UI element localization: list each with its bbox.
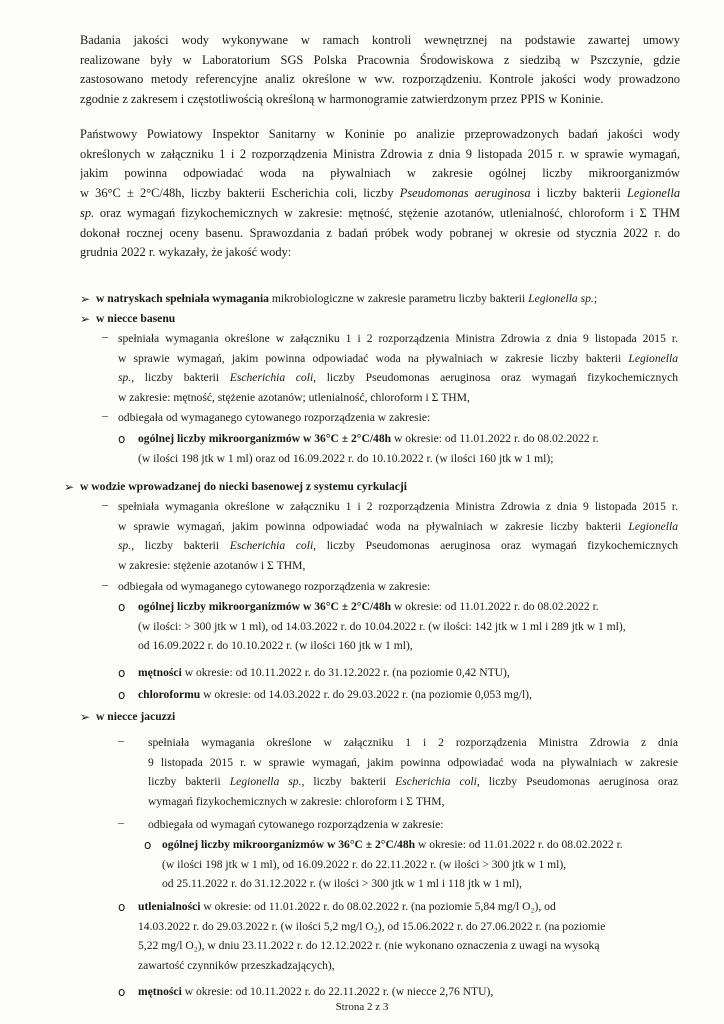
pool-deviation-microorganisms — [138, 429, 678, 468]
italic-term: sp. — [80, 205, 95, 220]
text-line: dokonał rocznej oceny basenu. Sprawozdania z badań próbek wody pobranej w okresie od stycznia 2022 r. do — [80, 225, 680, 240]
italic-term: Legionella — [628, 519, 678, 533]
paragraph-lab — [80, 31, 680, 110]
pool-deviations — [118, 408, 678, 428]
text-line: Badania jakości wody wykonywane w ramach kontroli wewnętrznej na podstawie zawartej umowy — [80, 33, 680, 47]
text-line: zgodnie z zakresem i częstotliwością określoną w harmonogramie zatwierdzonym przez PPIS w Koninie. — [80, 92, 604, 107]
text-segment: w okresie: od 14.03.2022 r. do 29.03.2022 r. (na poziomie 0,053 mg/l), — [200, 688, 532, 701]
text-line: wymagań fizykochemicznych w zakresie: chloroform i Σ THM, — [148, 795, 445, 809]
italic-term: Escherichia coli, — [395, 775, 480, 789]
text-line: w zakresie: mętność, stężenie azotanów; utlenialność, chloroform i Σ THM, — [118, 391, 470, 405]
italic-term: Pseudomonas aeruginosa — [399, 186, 531, 201]
text-segment: oraz wymagań fizykochemicznych w zakresie: mętność, stężenie azotanów, utlenialność, chloroform i Σ THM — [94, 205, 680, 220]
text-segment: w 36°C ± 2°C/48h, liczby bakterii Escherichia coli, liczby — [80, 186, 400, 201]
text-line — [138, 982, 678, 1002]
text-line — [138, 597, 682, 617]
section-heading: w niecce basenu — [96, 312, 176, 325]
text-segment: w okresie: od 10.11.2022 r. do 31.12.2022 r. (na poziomie 0,42 NTU), — [181, 666, 510, 679]
section-heading: w wodzie wprowadzanej do niecki basenowej z systemu cyrkulacji — [80, 480, 407, 493]
text-line: 9 listopada 2015 r. w sprawie wymagań, jakim powinna odpowiadać woda na pływalniach w zakresie — [148, 755, 678, 769]
text-segment: w okresie: od 11.01.2022 r. do 08.02.2022 r. — [391, 600, 599, 613]
text-line — [118, 517, 678, 537]
parameter-name: mętności — [138, 666, 182, 679]
text-line — [96, 707, 686, 727]
italic-term: Escherichia coli, — [229, 371, 317, 385]
text-line — [80, 477, 680, 497]
text-segment: w sprawie wymagań, jakim powinna odpowiadać woda na pływalniach w zakresie liczby bakterii — [118, 519, 629, 533]
paragraph-assessment — [80, 125, 680, 263]
jacuzzi-deviation-turbidity — [138, 982, 678, 1002]
text-line — [138, 429, 678, 449]
section-circulation — [80, 477, 680, 497]
text-line — [118, 368, 678, 388]
pool-compliant — [118, 329, 678, 408]
circulation-deviations — [118, 577, 678, 597]
text-segment: w okresie: od 11.01.2022 r. do 08.02.2022 r. — [391, 432, 599, 445]
text-segment: i liczby bakterii — [530, 186, 628, 201]
italic-term: Legionella sp., — [229, 775, 305, 789]
parameter-name: chloroformu — [138, 688, 201, 701]
circle-bullet: o — [118, 432, 126, 446]
dash-bullet: – — [102, 577, 108, 591]
text-segment: w sprawie wymagań, jakim powinna odpowiadać woda na pływalniach w zakresie liczby bakterii — [118, 351, 629, 365]
circulation-compliant — [118, 497, 678, 576]
parameter-name: utlenialności — [138, 900, 201, 913]
section-heading: w niecce jacuzzi — [96, 710, 176, 723]
section-pool — [96, 309, 686, 329]
circle-bullet: o — [118, 666, 126, 680]
jacuzzi-deviation-oxidizability — [138, 897, 666, 976]
section-showers — [96, 289, 686, 309]
circulation-deviation-turbidity — [138, 663, 678, 683]
text-line — [138, 663, 678, 683]
circle-bullet: o — [118, 985, 126, 999]
italic-term: Escherichia coli, — [229, 539, 317, 553]
text-segment: w okresie: od 10.11.2022 r. do 22.11.2022 r. (w niecce 2,76 NTU), — [181, 985, 494, 998]
page-number: Strona 2 z 3 — [335, 1001, 389, 1013]
dash-bullet: – — [118, 815, 124, 829]
text-segment: w okresie: od 11.01.2022 r. do 08.02.2022 r. (na poziomie 5,84 mg/l O₂), od — [200, 900, 556, 913]
circulation-deviation-chloroform — [138, 685, 678, 705]
text-segment: liczby Pseudomonas aeruginosa oraz wymagań fizykochemicznych — [316, 371, 678, 385]
parameter-name: ogólnej liczby mikroorganizmów w 36°C ± 2°C/48h — [162, 838, 416, 851]
jacuzzi-compliant — [148, 733, 678, 812]
text-line: jakim powinna odpowiadać woda na pływalniach w zakresie ogólnej liczby mikroorganizmów — [80, 166, 680, 181]
text-line: spełniała wymagania określone w załączniku 1 i 2 rozporządzenia Ministra Zdrowia z dnia 9 listopada 2015 r. — [118, 332, 678, 345]
text-line: od 25.11.2022 r. do 31.12.2022 r. (w ilości > 300 jtk w 1 ml i 118 jtk w 1 ml), — [162, 877, 522, 891]
text-segment: mikrobiologiczne w zakresie parametru liczby bakterii — [268, 292, 529, 305]
arrow-bullet-icon: ➢ — [80, 710, 91, 724]
text-segment: liczby Pseudomonas aeruginosa oraz — [479, 775, 678, 789]
text-line — [118, 349, 678, 369]
text-line: spełniała wymagania określone w załączniku 1 i 2 rozporządzenia Ministra Zdrowia z dnia 9 listopada 2015 r. — [118, 500, 678, 513]
section-heading: w natryskach spełniała wymagania — [96, 292, 269, 305]
text-line: (w ilości: > 300 jtk w 1 ml), od 14.03.2022 r. do 10.04.2022 r. (w ilości: 142 jtk w 1 ml i 289 jtk w 1 ml), — [138, 619, 626, 633]
italic-term: sp., — [118, 371, 135, 385]
text-line: 5,22 mg/l O₂), w dniu 23.11.2022 r. do 12.12.2022 r. (nie wykonano oznaczenia z uwagi na wysoką — [138, 939, 600, 953]
text-line — [138, 685, 678, 705]
circulation-deviation-microorganisms — [138, 597, 682, 656]
text-line: Państwowy Powiatowy Inspektor Sanitarny w Koninie po analizie przeprowadzonych badań jakości wody — [80, 127, 680, 141]
text-line: 14.03.2022 r. do 29.03.2022 r. (w ilości 5,2 mg/l O₂), od 15.06.2022 r. do 27.06.2022 r. (na poziomie — [138, 919, 606, 933]
text-line — [80, 184, 680, 204]
text-line: (w ilości 198 jtk w 1 ml), od 16.09.2022 r. do 22.11.2022 r. (w ilości > 300 jtk w 1 ml), — [162, 857, 567, 871]
text-line — [162, 835, 666, 855]
text-line — [148, 772, 678, 792]
circle-bullet: o — [144, 838, 152, 852]
text-segment: liczby bakterii — [304, 775, 396, 789]
text-line: zawartość czynników przeszkadzających), — [138, 959, 335, 973]
arrow-bullet-icon: ➢ — [80, 312, 91, 326]
parameter-name: ogólnej liczby mikroorganizmów w 36°C ± 2°C/48h — [138, 432, 392, 445]
text-line: odbiegała od wymagań cytowanego rozporządzenia w zakresie: — [148, 818, 444, 831]
dash-bullet: – — [102, 497, 108, 511]
jacuzzi-deviations — [148, 815, 678, 835]
text-line: odbiegała od wymaganego cytowanego rozporządzenia w zakresie: — [118, 580, 431, 593]
italic-term: Legionella — [628, 351, 678, 365]
text-line — [96, 289, 686, 309]
italic-term: Legionella sp. — [528, 292, 594, 305]
text-line — [80, 204, 680, 224]
text-line: zastosowano metody referencyjne analiz określone w ww. rozporządzeniu. Kontrole jakości wody prowadzono — [80, 72, 680, 87]
section-jacuzzi — [96, 707, 686, 727]
text-line — [138, 897, 666, 917]
parameter-name: ogólnej liczby mikroorganizmów w 36°C ± 2°C/48h — [138, 600, 392, 613]
text-line: realizowane były w Laboratorium SGS Polska Pracownia Środowiskowa z siedzibą w Pszczynie, gdzie — [80, 52, 680, 67]
text-segment: liczby bakterii — [134, 371, 230, 385]
text-segment: liczby bakterii — [148, 775, 230, 789]
text-line — [96, 309, 686, 329]
text-segment: liczby Pseudomonas aeruginosa oraz wymagań fizykochemicznych — [316, 539, 678, 553]
text-segment: w okresie: od 11.01.2022 r. do 08.02.2022 r. — [415, 838, 623, 851]
dash-bullet: – — [102, 408, 108, 422]
text-line: odbiegała od wymaganego cytowanego rozporządzenia w zakresie: — [118, 411, 431, 424]
text-line: określonych w załączniku 1 i 2 rozporządzenia Ministra Zdrowia z dnia 9 listopada 2015 r. w sprawie wymagań, — [80, 146, 680, 161]
italic-term: Legionella — [627, 186, 680, 201]
parameter-name: mętności — [138, 985, 182, 998]
text-line: grudnia 2022 r. wykazały, że jakość wody: — [80, 245, 292, 260]
text-segment: ; — [593, 292, 598, 305]
arrow-bullet-icon: ➢ — [80, 292, 91, 306]
arrow-bullet-icon: ➢ — [64, 480, 75, 494]
dash-bullet: – — [118, 733, 124, 747]
circle-bullet: o — [118, 900, 126, 914]
circle-bullet: o — [118, 600, 126, 614]
text-line: (w ilości 198 jtk w 1 ml) oraz od 16.09.2022 r. do 10.10.2022 r. (w ilości 160 jtk w 1 ml); — [138, 451, 554, 465]
text-line: w zakresie: stężenie azotanów i Σ THM, — [118, 559, 306, 573]
dash-bullet: – — [102, 329, 108, 343]
circle-bullet: o — [118, 688, 126, 702]
jacuzzi-deviation-microorganisms — [162, 835, 666, 894]
text-line — [118, 536, 678, 556]
text-line: spełniała wymagania określone w załączniku 1 i 2 rozporządzenia Ministra Zdrowia z dnia — [148, 736, 678, 749]
text-line: od 16.09.2022 r. do 10.10.2022 r. (w ilości 160 jtk w 1 ml), — [138, 639, 413, 653]
italic-term: sp., — [118, 539, 135, 553]
text-segment: liczby bakterii — [134, 539, 230, 553]
